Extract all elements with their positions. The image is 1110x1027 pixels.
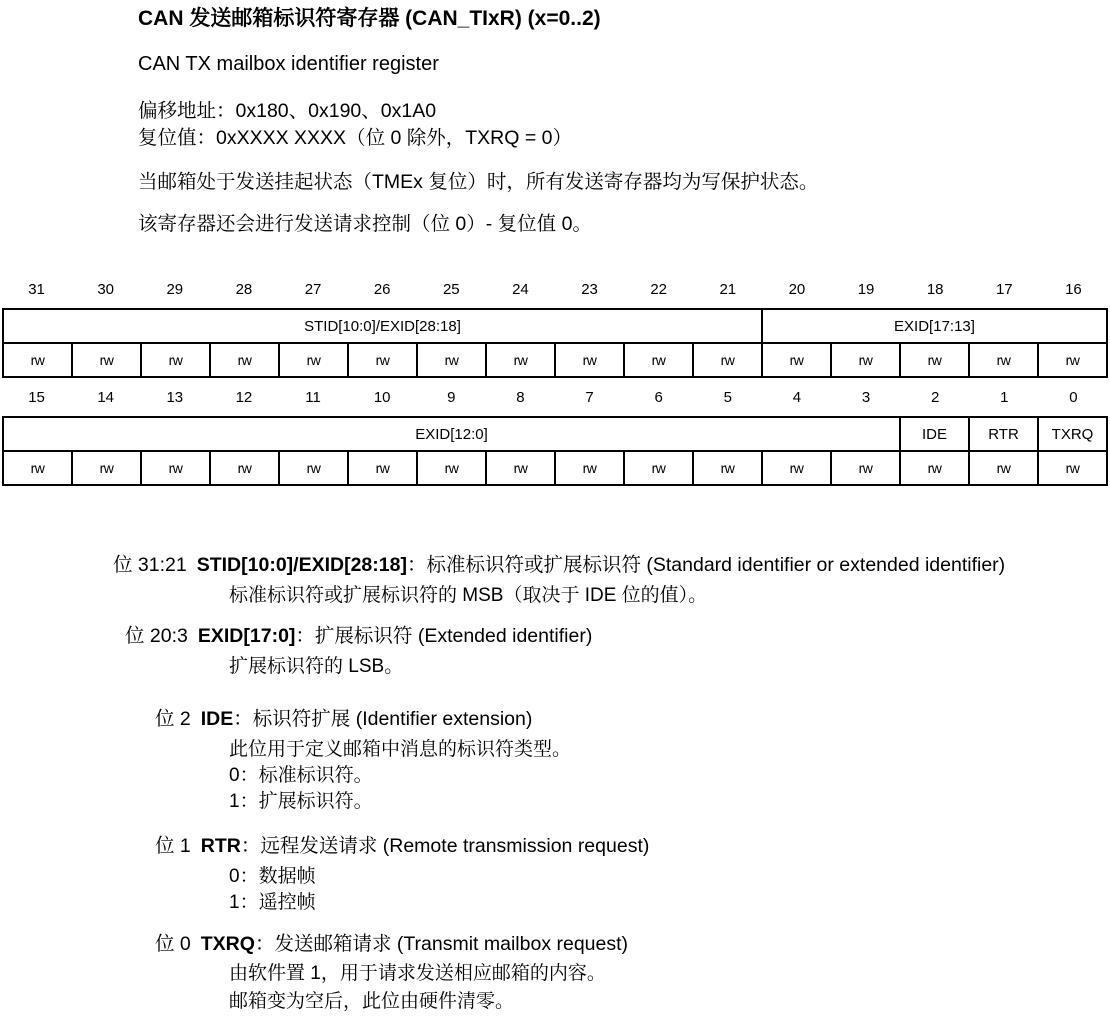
access-row [3, 451, 1107, 485]
field-exid-12-0: EXID[12:0] [3, 417, 900, 451]
access-cell: rw [417, 451, 486, 485]
desc-bit-1-line: 0：数据帧 [229, 866, 316, 887]
bit-number: 19 [857, 281, 875, 298]
access-row [3, 343, 1107, 377]
desc-bits-20-3-heading [125, 622, 592, 650]
access-cell: rw [279, 451, 348, 485]
access-cell: rw [624, 451, 693, 485]
access-cell: rw [969, 343, 1038, 377]
bit-number: 31 [28, 281, 45, 298]
access-cell: rw [555, 451, 624, 485]
access-cell: rw [486, 343, 555, 377]
register-table-lower [2, 416, 1108, 486]
desc-bit-1-line: 1：遥控帧 [229, 892, 316, 913]
desc-field-name: RTR [200, 835, 241, 857]
access-cell: rw [900, 343, 969, 377]
bit-number: 14 [97, 389, 115, 406]
access-cell: rw [762, 343, 831, 377]
bit-number: 13 [166, 389, 184, 406]
bit-number: 18 [926, 281, 944, 298]
bit-numbers-upper [2, 280, 1108, 300]
bit-number: 9 [447, 389, 456, 406]
field-txrq: TXRQ [1038, 417, 1107, 451]
access-cell: rw [624, 343, 693, 377]
access-cell: rw [486, 451, 555, 485]
desc-bit-0-line: 邮箱变为空后，此位由硬件清零。 [229, 991, 515, 1012]
bit-number: 30 [97, 281, 115, 298]
txrq-control-note: 该寄存器还会进行发送请求控制（位 0）- 复位值 0。 [138, 213, 592, 235]
access-cell: rw [831, 451, 900, 485]
bit-number: 25 [442, 281, 460, 298]
desc-bit-2-heading [155, 705, 532, 733]
desc-bits-20-3-body: 扩展标识符的 LSB。 [229, 656, 404, 677]
desc-summary: ：扩展标识符 (Extended identifier) [295, 625, 593, 647]
desc-bit-0-heading [155, 930, 628, 958]
bit-number: 28 [235, 281, 253, 298]
desc-bit-range: 位 0 [155, 933, 191, 955]
bit-number: 4 [792, 389, 802, 406]
bit-number: 20 [788, 281, 806, 298]
access-cell: rw [555, 343, 624, 377]
access-cell: rw [969, 451, 1038, 485]
bit-number: 2 [931, 389, 940, 406]
desc-summary: ：标准标识符或扩展标识符 (Standard identifier or extended identifier) [406, 554, 1006, 576]
access-cell: rw [72, 451, 141, 485]
bit-numbers-lower [2, 388, 1108, 408]
desc-bits-31-21-body: 标准标识符或扩展标识符的 MSB（取决于 IDE 位的值）。 [229, 585, 708, 606]
desc-summary: ：发送邮箱请求 (Transmit mailbox request) [254, 933, 629, 955]
field-exid-17-13: EXID[17:13] [762, 309, 1107, 343]
bit-number: 26 [373, 281, 391, 298]
access-cell: rw [279, 343, 348, 377]
bit-number: 6 [654, 389, 663, 406]
access-cell: rw [693, 343, 762, 377]
offset-address: 偏移地址：0x180、0x190、0x1A0 [138, 100, 437, 122]
bit-number: 17 [995, 281, 1013, 298]
field-rtr: RTR [969, 417, 1038, 451]
bit-number: 10 [373, 389, 391, 406]
field-stid-exid-28-18: STID[10:0]/EXID[28:18] [3, 309, 762, 343]
write-protect-note: 当邮箱处于发送挂起状态（TMEx 复位）时，所有发送寄存器均为写保护状态。 [138, 171, 819, 193]
bit-number: 27 [304, 281, 322, 298]
page-title: CAN 发送邮箱标识符寄存器 (CAN_TIxR) (x=0..2) [138, 7, 601, 30]
desc-summary: ：标识符扩展 (Identifier extension) [233, 708, 533, 730]
desc-summary: ：远程发送请求 (Remote transmission request) [240, 835, 650, 857]
access-cell: rw [141, 451, 210, 485]
field-row [3, 417, 1107, 451]
bit-number: 24 [512, 281, 529, 298]
register-english-name: CAN TX mailbox identifier register [138, 53, 439, 75]
desc-bit-range: 位 1 [155, 835, 191, 857]
desc-bit-2-line: 0：标准标识符。 [229, 765, 373, 786]
access-cell: rw [417, 343, 486, 377]
desc-bit-1-heading [155, 832, 649, 860]
bit-number: 29 [166, 281, 184, 298]
desc-bit-range: 位 20:3 [125, 625, 188, 647]
access-cell: rw [72, 343, 141, 377]
access-cell: rw [210, 451, 279, 485]
access-cell: rw [831, 343, 900, 377]
access-cell: rw [348, 343, 417, 377]
desc-bit-2-line: 此位用于定义邮箱中消息的标识符类型。 [229, 739, 572, 760]
bit-number: 11 [305, 389, 321, 406]
access-cell: rw [141, 343, 210, 377]
access-cell: rw [3, 451, 72, 485]
access-cell: rw [3, 343, 72, 377]
bit-number: 22 [650, 281, 668, 298]
bit-number: 21 [719, 281, 737, 298]
desc-bit-2-line: 1：扩展标识符。 [229, 791, 373, 812]
desc-field-name: EXID[17:0] [197, 625, 296, 647]
field-ide: IDE [900, 417, 969, 451]
desc-bit-range: 位 2 [155, 708, 191, 730]
desc-bit-range: 位 31:21 [113, 554, 187, 576]
desc-bits-31-21-heading [113, 551, 1005, 579]
bit-number: 12 [235, 389, 253, 406]
desc-field-name: TXRQ [200, 933, 255, 955]
bit-number: 3 [861, 389, 871, 406]
access-cell: rw [762, 451, 831, 485]
access-cell: rw [1038, 451, 1107, 485]
register-table-upper [2, 308, 1108, 378]
bit-number: 15 [28, 389, 45, 406]
access-cell: rw [210, 343, 279, 377]
bit-number: 1 [1000, 389, 1009, 406]
bit-number: 16 [1065, 281, 1082, 298]
reset-value: 复位值：0xXXXX XXXX（位 0 除外，TXRQ = 0） [138, 127, 572, 149]
access-cell: rw [348, 451, 417, 485]
desc-field-name: IDE [200, 708, 234, 730]
access-cell: rw [1038, 343, 1107, 377]
bit-number: 7 [585, 389, 594, 406]
bit-number: 0 [1069, 389, 1078, 406]
bit-number: 8 [516, 389, 525, 406]
access-cell: rw [693, 451, 762, 485]
desc-bit-0-line: 由软件置 1，用于请求发送相应邮箱的内容。 [229, 963, 606, 984]
bit-number: 23 [581, 281, 598, 298]
access-cell: rw [900, 451, 969, 485]
field-row [3, 309, 1107, 343]
desc-field-name: STID[10:0]/EXID[28:18] [196, 554, 407, 576]
bit-number: 5 [723, 389, 732, 406]
